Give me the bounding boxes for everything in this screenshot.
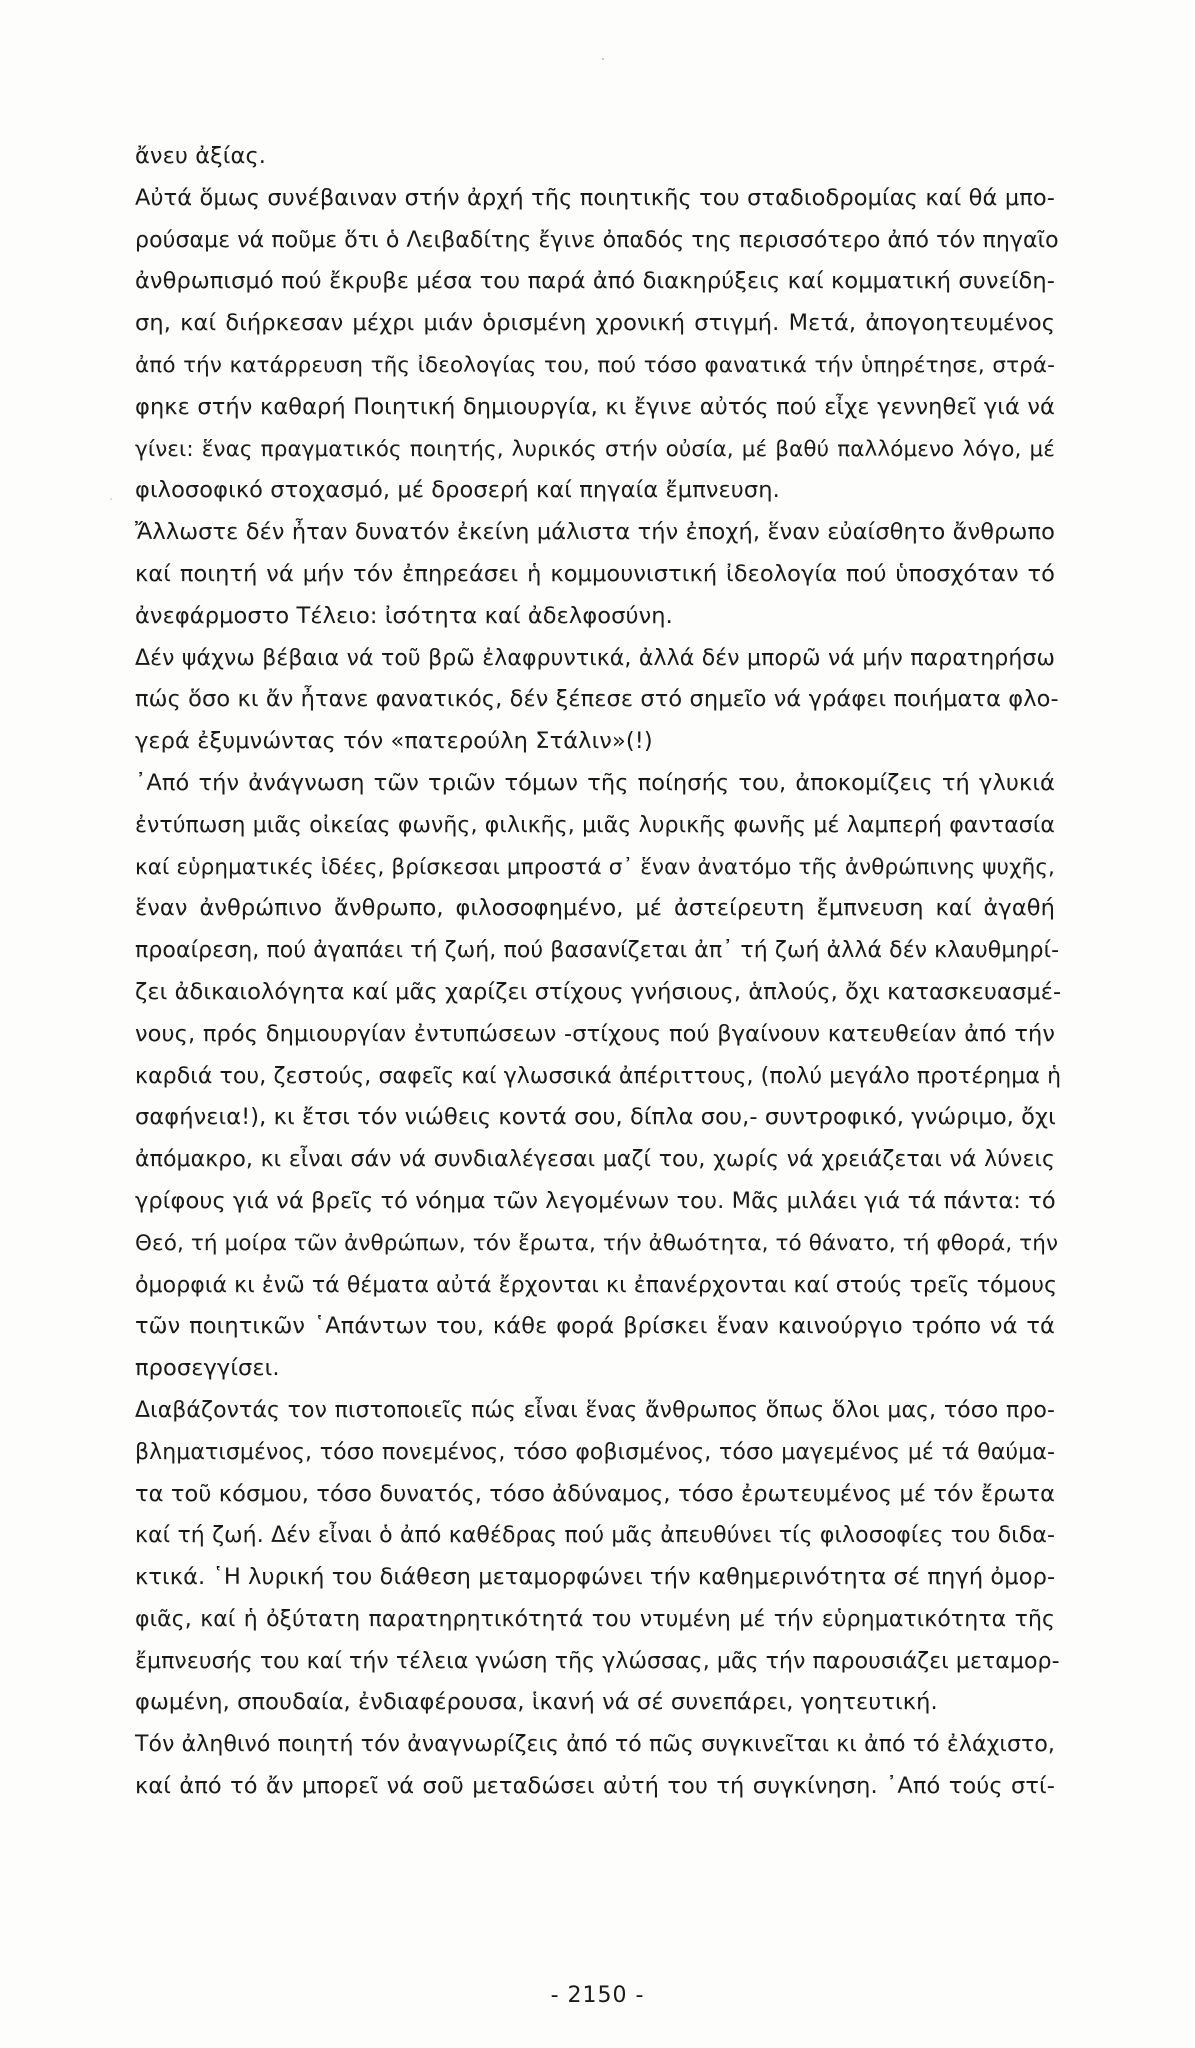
text-line: πώς ὅσο κι ἄν ἦτανε φανατικός, δέν ξέπεσε στό σημεῖο νά γράφει ποιήματα φλο- <box>135 686 1059 713</box>
text-line: γίνει: ἕνας πραγματικός ποιητής, λυρικός στήν οὐσία, μέ βαθύ παλλόμενο λόγο, μέ <box>135 436 1055 462</box>
text-line: Αὐτά ὅμως συνέβαιναν στήν ἀρχή τῆς ποιητικῆς του σταδιοδρομίας καί θά μπο- <box>135 184 1055 211</box>
text-line: ἀνθρωπισμό πού ἔκρυβε μέσα του παρά ἀπό διακηρύξεις καί κομματική συνείδη- <box>135 268 1055 295</box>
text-line: ζει ἀδικαιολόγητα καί μᾶς χαρίζει στίχους γνήσιους, ἁπλούς, ὄχι κατασκευασμέ- <box>135 978 1062 1005</box>
scan-speck <box>602 58 604 60</box>
scan-speck <box>110 498 112 500</box>
text-line: καρδιά του, ζεστούς, σαφεῖς καί γλωσσικά ἀπέριττους, (πολύ μεγάλο προτέρημα ἡ <box>135 1063 1062 1089</box>
text-line: ρούσαμε νά ποῦμε ὅτι ὁ Λειβαδίτης ἔγινε ὀπαδός της περισσότερο ἀπό τόν πηγαῖο <box>135 227 1059 253</box>
text-line: Τόν ἀληθινό ποιητή τόν ἀναγνωρίζεις ἀπό τό πῶς συγκινεῖται κι ἀπό τό ἐλάχιστο, <box>135 1732 1055 1758</box>
text-line: καί τή ζωή. Δέν εἶναι ὁ ἀπό καθέδρας πού μᾶς ἀπευθύνει τίς φιλοσοφίες του διδα- <box>135 1523 1055 1549</box>
text-line: ἐντύπωση μιᾶς οἰκείας φωνῆς, φιλικῆς, μιᾶς λυρικῆς φωνῆς μέ λαμπερή φαντασία <box>135 812 1055 838</box>
text-line: ἀπόμακρο, κι εἶναι σάν νά συνδιαλέγεσαι μαζί του, χωρίς νά χρειάζεται νά λύνεις <box>135 1147 1055 1173</box>
text-line: γερά ἐξυμνώντας τόν «πατερούλη Στάλιν»(!) <box>135 728 653 755</box>
text-line: προσεγγίσει. <box>135 1355 280 1382</box>
text-line: ση, καί διήρκεσαν μέχρι μιάν ὁρισμένη χρονική στιγμή. Μετά, ἀπογοητευμένος <box>135 310 1055 337</box>
text-line: ἔμπνευσής του καί τήν τέλεια γνώση τῆς γλώσσας, μᾶς τήν παρουσιάζει μεταμορ- <box>135 1648 1060 1674</box>
text-line: φηκε στήν καθαρή Ποιητική δημιουργία, κι ἔγινε αὐτός πού εἶχε γεννηθεῖ γιά νά <box>135 393 1055 420</box>
text-line: νους, πρός δημιουργίαν ἐντυπώσεων -στίχους πού βγαίνουν κατευθείαν ἀπό τήν <box>135 1020 1055 1047</box>
text-line: φωμένη, σπουδαία, ἐνδιαφέρουσα, ἱκανή νά σέ συνεπάρει, γοητευτική. <box>135 1689 938 1716</box>
text-line: σαφήνεια!), κι ἔτσι τόν νιώθεις κοντά σου, δίπλα σου,- συντροφικό, γνώριμο, ὄχι <box>135 1104 1056 1131</box>
text-line: ἕναν ἀνθρώπινο ἄνθρωπο, φιλοσοφημένο, μέ ἀστείρευτη ἔμπνευση καί ἀγαθή <box>135 895 1055 922</box>
text-line: τῶν ποιητικῶν ῾Απάντων του, κάθε φορά βρίσκει ἕναν καινούργιο τρόπο νά τά <box>135 1313 1055 1340</box>
text-line: καί ἀπό τό ἄν μπορεῖ νά σοῦ μεταδώσει αὐτή του τή συγκίνηση. ᾿Από τούς στί- <box>135 1773 1055 1800</box>
text-line: Δέν ψάχνω βέβαια νά τοῦ βρῶ ἐλαφρυντικά, ἀλλά δέν μπορῶ νά μήν παρατηρήσω <box>135 645 1055 671</box>
text-line: καί ποιητή νά μήν τόν ἐπηρεάσει ἡ κομμουνιστική ἰδεολογία πού ὑποσχόταν τό <box>135 560 1055 587</box>
page-number: - 2150 - <box>550 1983 645 2008</box>
text-line: τα τοῦ κόσμου, τόσο δυνατός, τόσο ἀδύναμος, τόσο ἐρωτευμένος μέ τόν ἔρωτα <box>135 1480 1055 1507</box>
text-line: γρίφους γιά νά βρεῖς τό νόημα τῶν λεγομένων του. Μᾶς μιλάει γιά τά πάντα: τό <box>135 1187 1056 1214</box>
text-line: ᾿Από τήν ἀνάγνωση τῶν τριῶν τόμων τῆς ποίησής του, ἀποκομίζεις τή γλυκιά <box>135 769 1055 796</box>
text-line: ἄνευ ἀξίας. <box>135 143 267 169</box>
text-line: ἀπό τήν κατάρρευση τῆς ἰδεολογίας του, πού τόσο φανατικά τήν ὑπηρέτησε, στρά- <box>135 352 1055 378</box>
text-line: κτικά. ῾Η λυρική του διάθεση μεταμορφώνει τήν καθημερινότητα σέ πηγή ὀμορ- <box>135 1564 1056 1591</box>
text-line: Θεό, τή μοίρα τῶν ἀνθρώπων, τόν ἔρωτα, τήν ἀθωότητα, τό θάνατο, τή φθορά, τήν <box>135 1230 1059 1256</box>
text-line: φιᾶς, καί ἡ ὀξύτατη παρατηρητικότητά του ντυμένη μέ τήν εὑρηματικότητα τῆς <box>135 1606 1055 1632</box>
text-line: Διαβάζοντάς τον πιστοποιεῖς πώς εἶναι ἕνας ἄνθρωπος ὅπως ὅλοι μας, τόσο προ- <box>135 1397 1055 1423</box>
text-line: Ἄλλωστε δέν ἦταν δυνατόν ἐκείνη μάλιστα τήν ἐποχή, ἕναν εὐαίσθητο ἄνθρωπο <box>135 519 1055 546</box>
text-line: ἀνεφάρμοστο Τέλειο: ἰσότητα καί ἀδελφοσύνη. <box>135 602 673 629</box>
text-line: προαίρεση, πού ἀγαπάει τή ζωή, πού βασανίζεται ἀπ᾿ τή ζωή ἀλλά δέν κλαυθμηρί- <box>135 938 1060 964</box>
text-line: καί εὑρηματικές ἰδέες, βρίσκεσαι μπροστά σ᾿ ἕναν ἀνατόμο τῆς ἀνθρώπινης ψυχῆς, <box>135 854 1055 880</box>
text-line: φιλοσοφικό στοχασμό, μέ δροσερή καί πηγαία ἔμπνευση. <box>135 477 780 504</box>
body-text <box>135 136 1062 1808</box>
text-line: ὀμορφιά κι ἐνῶ τά θέματα αὐτά ἔρχονται κι ἐπανέρχονται καί στούς τρεῖς τόμους <box>135 1272 1058 1298</box>
text-line: βληματισμένος, τόσο πονεμένος, τόσο φοβισμένος, τόσο μαγεμένος μέ τά θαύμα- <box>135 1439 1055 1465</box>
